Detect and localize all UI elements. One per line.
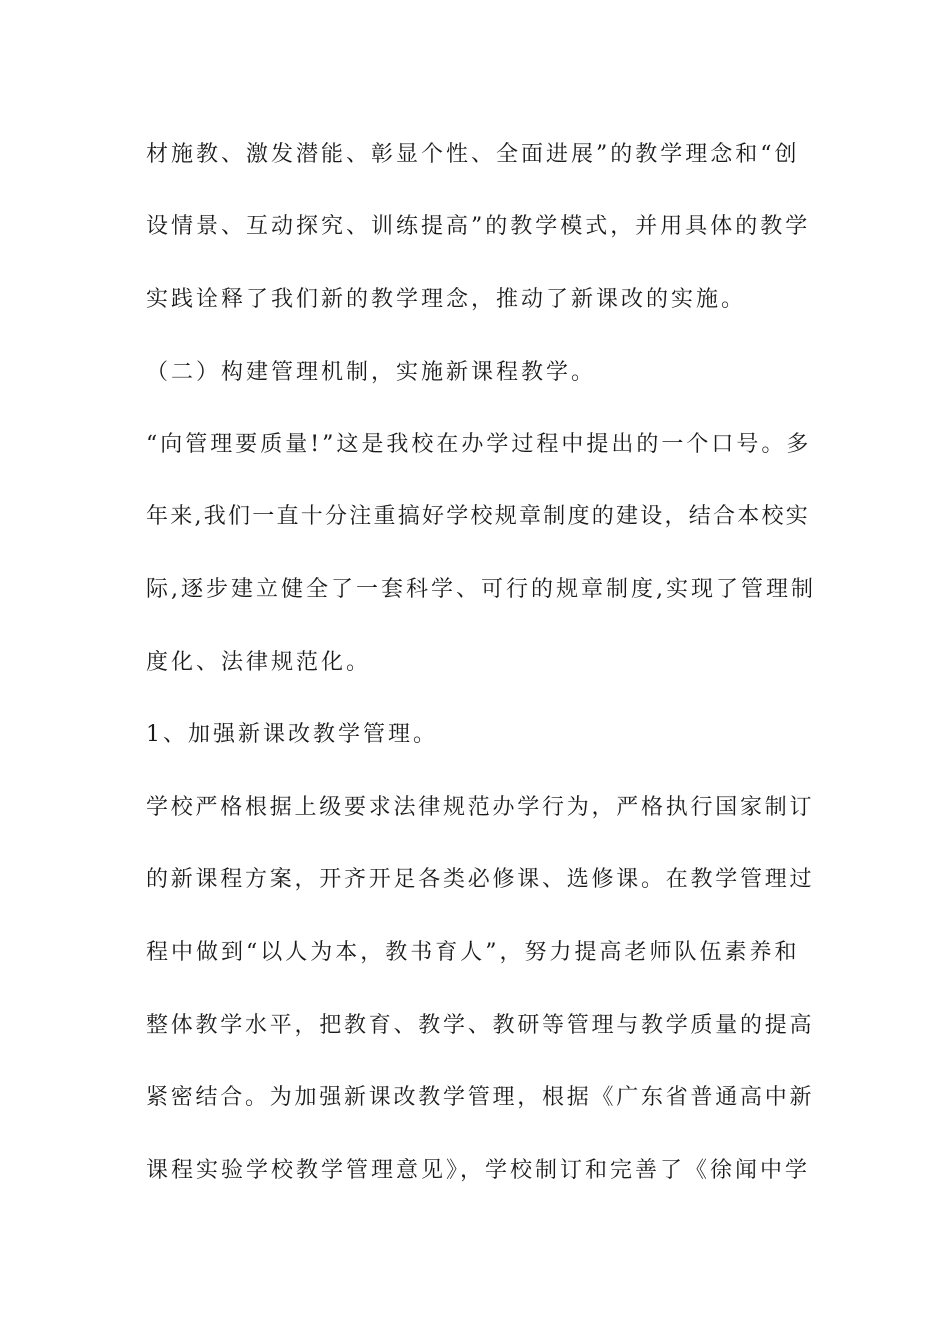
text-line: “向管理要质量!”这是我校在办学过程中提出的一个口号。多 [146, 432, 812, 457]
text-line: 实践诠释了我们新的教学理念，推动了新课改的实施。 [146, 287, 747, 312]
text-line: 材施教、激发潜能、彰显个性、全面进展”的教学理念和“创 [146, 142, 800, 167]
text-line: 际,逐步建立健全了一套科学、可行的规章制度,实现了管理制 [146, 577, 816, 602]
text-line: 学校严格根据上级要求法律规范办学行为，严格执行国家制订 [146, 795, 815, 820]
text-line: 整体教学水平，把教育、教学、教研等管理与教学质量的提高 [146, 1013, 815, 1038]
text-line: 紧密结合。为加强新课改教学管理，根据《广东省普通高中新 [146, 1085, 815, 1110]
text-line: 程中做到“以人为本，教书育人”，努力提高老师队伍素养和 [146, 940, 800, 965]
text-line: 的新课程方案，开齐开足各类必修课、选修课。在教学管理过 [146, 867, 815, 892]
text-line: 年来,我们一直十分注重搞好学校规章制度的建设，结合本校实 [146, 504, 810, 529]
section-heading: （二）构建管理机制，实施新课程教学。 [146, 360, 597, 385]
text-line: 课程实验学校教学管理意见》，学校制订和完善了《徐闻中学 [146, 1158, 811, 1183]
subsection-heading: 1、加强新课改教学管理。 [146, 722, 438, 747]
text-line: 设情景、互动探究、训练提高”的教学模式，并用具体的教学 [146, 214, 811, 239]
text-line: 度化、法律规范化。 [146, 650, 372, 675]
